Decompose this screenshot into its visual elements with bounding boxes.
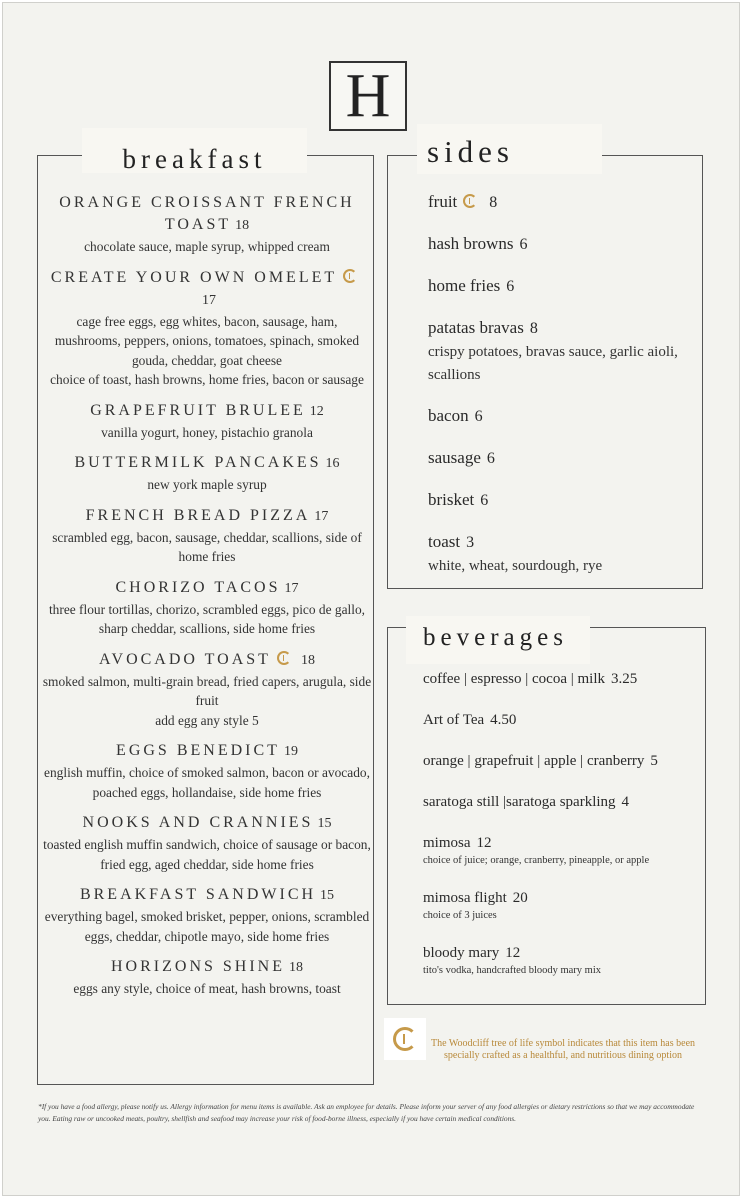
side-item-title: fruit (428, 192, 458, 211)
side-item-title: sausage (428, 448, 481, 467)
menu-item-description: everything bagel, smoked brisket, pepper, onions, scrambled eggs, cheddar, chipotle mayo, side home fries (44, 909, 370, 944)
menu-item-title: CHORIZO TACOS (115, 578, 281, 596)
side-item-price: 6 (519, 236, 528, 253)
menu-item-description: choice of toast, hash browns, home fries, bacon or sausage (50, 372, 364, 387)
side-item-title: brisket (428, 490, 475, 509)
logo-monogram (329, 61, 407, 131)
beverage-item-name (423, 750, 703, 772)
beverage-item-name (423, 791, 703, 813)
side-item (428, 488, 698, 513)
menu-item-description: new york maple syrup (147, 477, 267, 492)
beverage-item-title: Art of Tea (423, 712, 485, 728)
side-item-title: home fries (428, 276, 501, 295)
tree-of-life-icon (343, 269, 357, 283)
side-item-description: crispy potatoes, bravas sauce, garlic aioli, scallions (428, 344, 678, 383)
side-item-title: toast (428, 532, 461, 551)
beverage-item-title: mimosa flight (423, 890, 507, 906)
beverage-item-title: bloody mary (423, 945, 500, 961)
menu-item-name (42, 884, 372, 907)
beverage-item-price: 4 (621, 794, 630, 810)
menu-item-title: EGGS BENEDICT (116, 742, 280, 759)
menu-item (42, 577, 372, 639)
menu-item-price: 17 (314, 508, 329, 524)
menu-item-description: vanilla yogurt, honey, pistachio granola (101, 424, 313, 440)
menu-item (42, 884, 372, 946)
side-item-price: 3 (466, 534, 475, 551)
menu-item-price: 18 (235, 218, 250, 233)
beverage-item-description: choice of juice; orange, cranberry, pineapple, or apple (423, 855, 650, 866)
beverage-item (423, 791, 703, 813)
breakfast-title: breakfast (82, 128, 307, 173)
side-item-name (428, 274, 698, 299)
beverage-item-price: 20 (512, 890, 528, 906)
beverage-item-title: mimosa (423, 835, 471, 851)
side-item-name (428, 530, 698, 555)
menu-item-name (42, 505, 372, 528)
side-item-name (428, 488, 698, 513)
menu-item-description: scrambled egg, bacon, sausage, cheddar, scallions, side of home fries (52, 529, 362, 564)
beverage-item (423, 832, 703, 868)
side-item (428, 446, 698, 471)
beverage-item-name (423, 887, 703, 909)
beverage-item-name (423, 942, 703, 964)
beverage-item-description: tito's vodka, handcrafted bloody mary mix (423, 965, 602, 976)
beverage-item-price: 3.25 (611, 671, 638, 687)
side-item (428, 404, 698, 429)
beverage-item-name (423, 668, 703, 690)
menu-item-description: cage free eggs, egg whites, bacon, sausage, ham, mushrooms, peppers, onions, tomatoes, spinach, smoked gouda, cheddar, goat cheese (54, 313, 360, 368)
tree-of-life-icon (277, 651, 291, 665)
side-item-price: 6 (506, 278, 515, 295)
menu-item-price: 16 (325, 456, 340, 471)
side-item-title: hash browns (428, 234, 514, 253)
beverage-item-name (423, 832, 703, 854)
menu-item-title: ORANGE CROISSANT FRENCH TOAST (59, 194, 355, 233)
beverage-item-price: 12 (505, 945, 521, 961)
side-item-title: bacon (428, 406, 469, 425)
menu-item (42, 452, 372, 495)
menu-item-price: 15 (320, 888, 335, 903)
menu-item-title: NOOKS AND CRANNIES (82, 814, 314, 831)
side-item (428, 316, 698, 387)
menu-item-description: toasted english muffin sandwich, choice of sausage or bacon, fried egg, aged cheddar, side home fries (43, 837, 371, 872)
menu-item (42, 956, 372, 999)
beverage-item-title: coffee | espresso | cocoa | milk (423, 671, 605, 687)
menu-item-description: add egg any style 5 (155, 712, 259, 728)
side-item-description: white, wheat, sourdough, rye (428, 558, 603, 574)
tree-of-life-icon (463, 194, 477, 208)
side-item (428, 274, 698, 299)
side-item-price: 6 (480, 492, 489, 509)
sides-title: sides (417, 124, 602, 174)
side-item-name (428, 316, 698, 341)
menu-item-name (42, 812, 372, 835)
menu-item-description: english muffin, choice of smoked salmon, bacon or avocado, poached eggs, hollandaise, side home fries (44, 765, 370, 800)
side-item (428, 530, 698, 578)
side-item-price: 8 (529, 320, 538, 337)
menu-item-description: three flour tortillas, chorizo, scrambled eggs, pico de gallo, sharp cheddar, scallions, side home fries (48, 601, 366, 636)
menu-item (42, 267, 372, 390)
side-item (428, 232, 698, 257)
menu-item-name (42, 452, 372, 475)
sides-list (428, 190, 698, 595)
allergy-disclaimer: *If you have a food allergy, please notify us. Allergy information for menu items is available. Ask an employee for details. Please inform your server of any food allergies or dietary restrictions so that we may accommodate you. Eating raw or uncooked meats, poultry, shellfish and seafood may increase your risk of food-borne illness, especially if you have certain medical conditions. (38, 1102, 695, 1123)
menu-item (42, 649, 372, 731)
menu-item-name (42, 267, 372, 312)
side-item-price: 6 (486, 450, 495, 467)
menu-item-price: 18 (289, 960, 303, 975)
beverage-item (423, 709, 703, 731)
beverage-item-name (423, 709, 703, 731)
side-item-title: patatas bravas (428, 318, 524, 337)
menu-item (42, 192, 372, 257)
beverage-item-price: 5 (650, 753, 658, 769)
menu-item-description: eggs any style, choice of meat, hash browns, toast (73, 981, 341, 996)
menu-item-name (42, 649, 372, 672)
menu-item-price: 17 (202, 292, 216, 308)
menu-item (42, 400, 372, 443)
logo-letter: H (345, 62, 391, 130)
beverage-item-title: orange | grapefruit | apple | cranberry (423, 753, 645, 769)
menu-item-title: AVOCADO TOAST (99, 650, 271, 668)
menu-item (42, 740, 372, 802)
beverage-item-price: 12 (476, 835, 492, 851)
beverage-item-price: 4.50 (490, 712, 517, 728)
menu-item-price: 19 (283, 744, 298, 759)
menu-item (42, 812, 372, 874)
menu-item-description: chocolate sauce, maple syrup, whipped cream (84, 239, 330, 254)
menu-item-name (42, 400, 372, 423)
menu-item-price: 12 (309, 403, 324, 419)
menu-item-name (42, 577, 372, 600)
beverage-item-title: saratoga still |saratoga sparkling (423, 794, 616, 810)
breakfast-list (42, 192, 372, 1009)
menu-item-name (42, 740, 372, 763)
menu-item-title: HORIZONS SHINE (111, 958, 285, 975)
beverage-item-description: choice of 3 juices (423, 910, 497, 921)
menu-item-price: 18 (300, 652, 315, 668)
side-item-name (428, 190, 698, 215)
side-item-name (428, 232, 698, 257)
menu-item-price: 15 (317, 816, 332, 831)
side-item (428, 190, 698, 215)
beverages-list (423, 668, 703, 997)
beverage-item (423, 668, 703, 690)
beverages-title: beverages (406, 616, 590, 664)
menu-item-description: smoked salmon, multi-grain bread, fried capers, arugula, side fruit (42, 673, 372, 708)
tree-of-life-note: The Woodcliff tree of life symbol indicates that this item has been specially crafted as a healthful, and nutritious dining option (430, 1038, 696, 1061)
side-item-price: 8 (489, 194, 498, 211)
menu-item-title: BREAKFAST SANDWICH (79, 886, 317, 903)
beverage-item (423, 942, 703, 978)
menu-item-title: GRAPEFRUIT BRULEE (90, 401, 306, 419)
menu-item-name (42, 192, 372, 237)
menu-item-title: FRENCH BREAD PIZZA (85, 506, 311, 524)
menu-item-title: BUTTERMILK PANCAKES (74, 454, 322, 471)
beverage-item (423, 750, 703, 772)
menu-item-price: 17 (284, 580, 299, 596)
side-item-name (428, 404, 698, 429)
menu-item (42, 505, 372, 567)
side-item-name (428, 446, 698, 471)
side-item-price: 6 (474, 408, 483, 425)
beverage-item (423, 887, 703, 923)
menu-item-title: CREATE YOUR OWN OMELET (50, 268, 338, 286)
menu-item-name (42, 956, 372, 979)
